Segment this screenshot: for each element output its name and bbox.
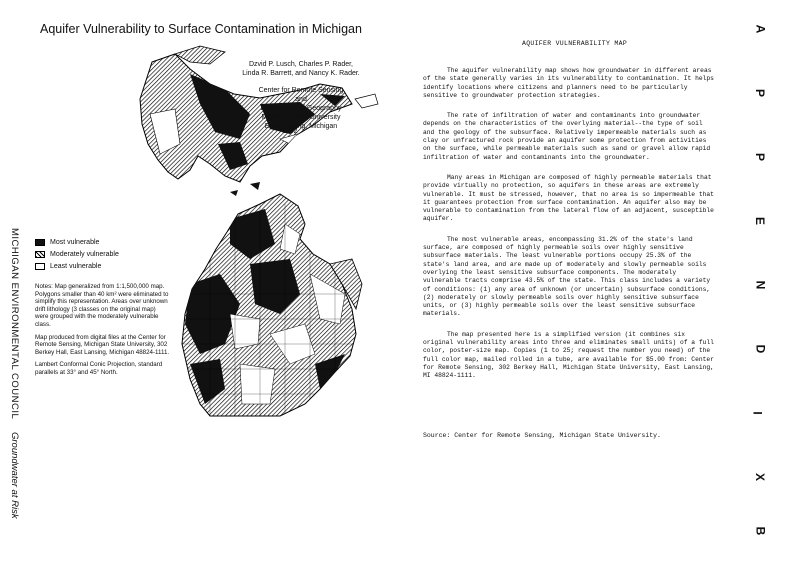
institution-line: Department of Geography bbox=[260, 105, 342, 112]
legend-swatch-least bbox=[35, 263, 45, 270]
legend-label: Least vulnerable bbox=[50, 262, 102, 270]
appendix-letter: D bbox=[753, 344, 768, 354]
authors bbox=[236, 60, 366, 78]
notes-paragraph: Map produced from digital files at the Center for Remote Sensing, Michigan State University, 302 Berkey Hall, East Lansing, Michigan 48824-1111. bbox=[35, 333, 170, 356]
appendix-letter: I bbox=[750, 411, 765, 415]
legend-label: Moderately vulnerable bbox=[50, 250, 119, 258]
body-paragraph: The aquifer vulnerability map shows how groundwater in different areas of the state generally varies in its vulnerability to contamination. It helps identify locations where citizens and planners need to be particularly sensitive to groundwater protection strategies. bbox=[423, 67, 714, 99]
notes-paragraph: Notes: Map generalized from 1:1,500,000 map. Polygons smaller than 40 km² were eliminated to simplify this representation. Areas over unknown drift lithology (3 classes on the original map) were grouped with the moderately vulnerable class. bbox=[35, 283, 169, 328]
map-notes bbox=[35, 283, 170, 382]
appendix-letter: P bbox=[753, 152, 768, 162]
author-line: Linda R. Barrett, and Nancy K. Rader. bbox=[242, 70, 360, 77]
legend-item-least bbox=[35, 260, 119, 272]
lower-peninsula bbox=[180, 182, 362, 416]
institution-block bbox=[236, 86, 366, 131]
author-line: Dzvid P. Lusch, Charles P. Rader, bbox=[248, 61, 354, 68]
map-title: Aquifer Vulnerability to Surface Contamination in Michigan bbox=[40, 22, 362, 36]
side-label-council bbox=[6, 228, 22, 428]
legend-label: Most vulnerable bbox=[50, 238, 100, 246]
legend-item-most bbox=[35, 236, 119, 248]
body-paragraph: The rate of infiltration of water and contaminants into groundwater depends on the characteristics of the overlying material--the type of soil and the geology of the subsurface. Relatively impermeable materials such as clay or unfractured rock provide an aquifer some protection from activities on the surface, while permeable materials such as sand or gravel allow rapid infiltration of water and contaminants into the groundwater. bbox=[423, 112, 711, 161]
appendix-label bbox=[752, 22, 776, 542]
side-label-text: MICHIGAN ENVIRONMENTAL COUNCIL bbox=[9, 228, 20, 420]
legend-item-moderate bbox=[35, 248, 119, 260]
appendix-letter: X bbox=[753, 472, 768, 482]
institution-line: East Lansing, Michigan bbox=[264, 123, 338, 130]
legend-swatch-moderate bbox=[35, 251, 45, 258]
legend-swatch-most bbox=[35, 239, 45, 246]
map-year: 1992 bbox=[282, 128, 298, 135]
map-legend bbox=[35, 236, 119, 272]
source-line: Source: Center for Remote Sensing, Michigan State University. bbox=[423, 432, 661, 439]
section-title: AQUIFER VULNERABILITY MAP bbox=[522, 40, 628, 47]
body-text bbox=[423, 67, 717, 393]
appendix-letter: B bbox=[753, 526, 768, 536]
institution-line: Center for Remote Sensing bbox=[258, 87, 344, 94]
appendix-letter: P bbox=[753, 88, 768, 98]
body-paragraph: The most vulnerable areas, encompassing 31.2% of the state's land surface, are composed of highly permeable soils over highly sensitive subsurface materials. The least vulnerable portions occupy 25.3% of the state's land area, and are made up of moderately and slowly permeable soils overlying the least sensitive subsurface components. The moderately vulnerable tracts comprise 43.5% of the state. This class includes a variety of conditions: (1) any area of unknown (or uncertain) subsurface conditions, (2) moderately or slowly permeable soils over highly sensitive subsurface units, or (3) highly permeable soils over the least sensitive subsurface materials. bbox=[423, 235, 711, 318]
institution-line: and bbox=[295, 96, 307, 103]
side-label-text: Groundwater at Risk bbox=[9, 432, 20, 519]
body-paragraph: Many areas in Michigan are composed of highly permeable materials that provide virtually no protection, so aquifers in these areas are extremely vulnerable. It must be stressed, however, that no area is so impermeable that it guarantees protection from surface contamination. An aquifer also may be vulnerable to contamination from the lateral flow of an adjacent, susceptible aquifer. bbox=[423, 173, 714, 223]
body-paragraph: The map presented here is a simplified version (it combines six original vulnerability areas into three and eliminates small units) of a full color, poster-size map. Copies (1 to 25; request the number you need) of the full color map, mailed rolled in a tube, are available for $5.00 from: Center for Remote Sensing, 302 Berkey Hall, Michigan State University, East Lansing, MI 48824-1111. bbox=[423, 330, 714, 380]
appendix-letter: A bbox=[753, 24, 768, 34]
institution-line: Michigan State University bbox=[261, 114, 341, 121]
side-label-series bbox=[6, 432, 22, 532]
appendix-letter: E bbox=[753, 216, 768, 226]
appendix-letter: N bbox=[753, 280, 768, 290]
notes-paragraph: Lambert Conformal Conic Projection, standard parallels at 33° and 45° North. bbox=[35, 361, 163, 376]
